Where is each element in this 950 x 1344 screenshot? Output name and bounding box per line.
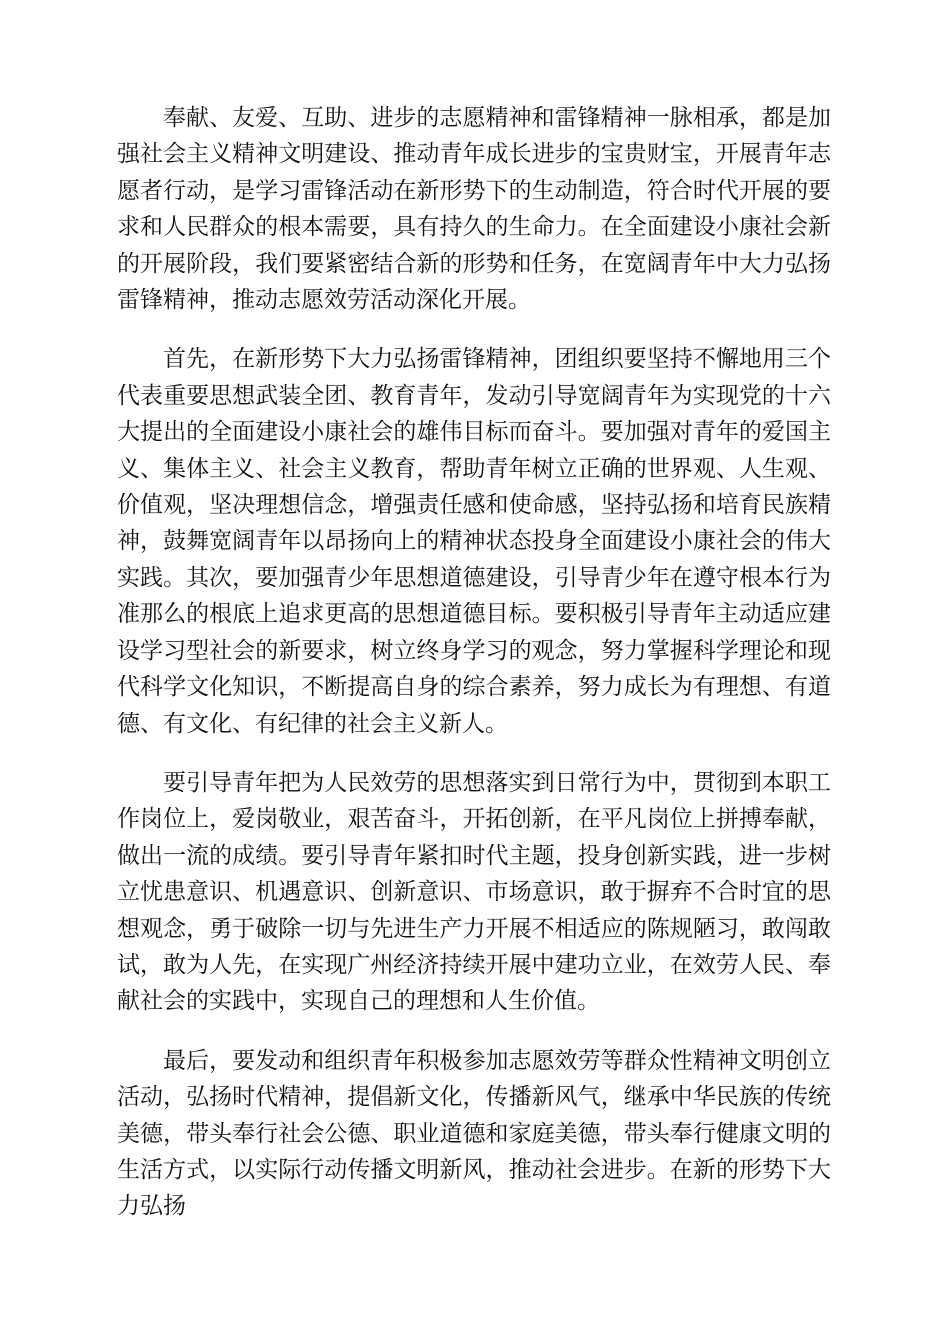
paragraph-4: 最后，要发动和组织青年积极参加志愿效劳等群众性精神文明创立活动，弘扬时代精神，提倡新文化，传播新风气，继承中华民族的传统美德，带头奉行社会公德、职业道德和家庭美德，带头奉行健康文明的生活方式，以实际行动传播文明新风，推动社会进步。在新的形势下大力弘扬	[117, 1047, 831, 1220]
paragraph-3: 要引导青年把为人民效劳的思想落实到日常行为中，贯彻到本职工作岗位上，爱岗敬业，艰苦奋斗，开拓创新，在平凡岗位上拼搏奉献，做出一流的成绩。要引导青年紧扣时代主题，投身创新实践，进一步树立忧患意识、机遇意识、创新意识、市场意识，敢于摒弃不合时宜的思想观念，勇于破除一切与先进生产力开展不相适应的陈规陋习，敢闯敢试，敢为人先，在实现广州经济持续开展中建功立业，在效劳人民、奉献社会的实践中，实现自己的理想和人生价值。	[117, 769, 831, 1015]
paragraph-1: 奉献、友爱、互助、进步的志愿精神和雷锋精神一脉相承，都是加强社会主义精神文明建设、推动青年成长进步的宝贵财宝，开展青年志愿者行动，是学习雷锋活动在新形势下的生动制造，符合时代开展的要求和人民群众的根本需要，具有持久的生命力。在全面建设小康社会新的开展阶段，我们要紧密结合新的形势和任务，在宽阔青年中大力弘扬雷锋精神，推动志愿效劳活动深化开展。	[117, 105, 831, 314]
document-body	[117, 100, 831, 1248]
paragraph-2: 首先，在新形势下大力弘扬雷锋精神，团组织要坚持不懈地用三个代表重要思想武装全团、教育青年，发动引导宽阔青年为实现党的十六大提出的全面建设小康社会的雄伟目标而奋斗。要加强对青年的爱国主义、集体主义、社会主义教育，帮助青年树立正确的世界观、人生观、价值观，坚决理想信念，增强责任感和使命感，坚持弘扬和培育民族精神，鼓舞宽阔青年以昂扬向上的精神状态投身全面建设小康社会的伟大实践。其次，要加强青少年思想道德建设，引导青少年在遵守根本行为准那么的根底上追求更高的思想道德目标。要积极引导青年主动适应建设学习型社会的新要求，树立终身学习的观念，努力掌握科学理论和现代科学文化知识，不断提高自身的综合素养，努力成长为有理想、有道德、有文化、有纪律的社会主义新人。	[117, 346, 831, 737]
